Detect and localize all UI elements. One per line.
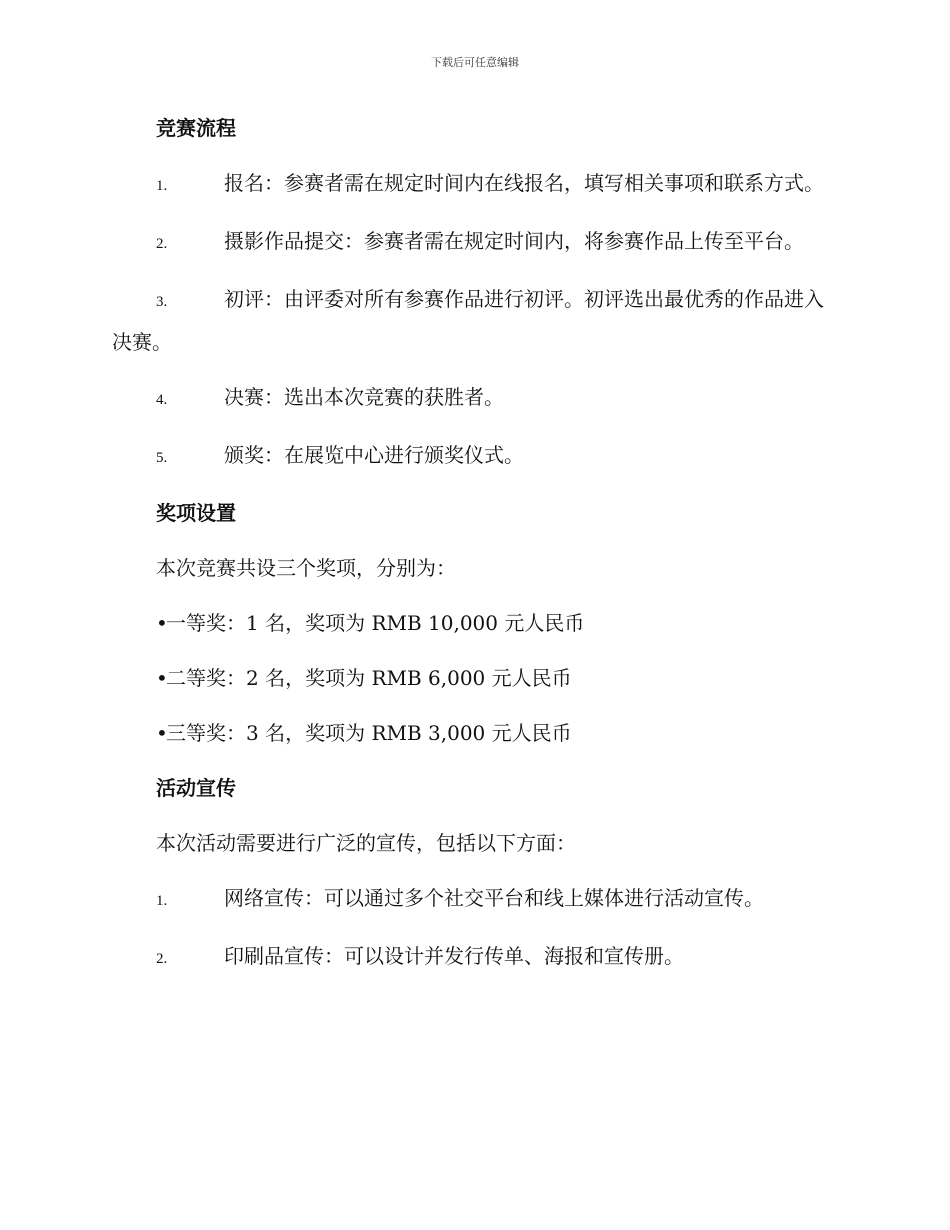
bullet-item	[156, 713, 842, 753]
bullet-text: 二等奖：2 名，奖项为 RMB 6,000 元人民币	[166, 666, 572, 690]
list-item	[112, 377, 842, 420]
section-heading-process: 竞赛流程	[156, 116, 236, 140]
list-item-text: 摄影作品提交：参赛者需在规定时间内，将参赛作品上传至平台。	[224, 229, 804, 253]
list-item	[112, 435, 842, 478]
list-item-text: 网络宣传：可以通过多个社交平台和线上媒体进行活动宣传。	[224, 886, 764, 910]
promotion-intro: 本次活动需要进行广泛的宣传，包括以下方面：	[156, 831, 576, 855]
list-item	[112, 936, 842, 979]
list-item	[112, 221, 842, 264]
list-item-text: 初评：由评委对所有参赛作品进行初评。初评选出最优秀的作品进入决赛。	[112, 287, 824, 354]
list-number: 4.	[156, 392, 168, 408]
list-number: 3.	[156, 294, 168, 310]
bullet-item	[156, 658, 842, 698]
list-number: 2.	[156, 951, 168, 967]
bullet-item	[156, 603, 842, 643]
list-item	[112, 878, 842, 921]
list-item-text: 报名：参赛者需在规定时间内在线报名，填写相关事项和联系方式。	[224, 171, 824, 195]
page-header-note: 下载后可任意编辑	[431, 56, 519, 69]
list-number: 5.	[156, 450, 168, 466]
list-number: 2.	[156, 236, 168, 252]
awards-intro: 本次竞赛共设三个奖项，分别为：	[156, 556, 456, 580]
list-item-text: 颁奖：在展览中心进行颁奖仪式。	[224, 443, 524, 467]
bullet-text: 一等奖：1 名，奖项为 RMB 10,000 元人民币	[166, 611, 585, 635]
bullet-text: 三等奖：3 名，奖项为 RMB 3,000 元人民币	[166, 721, 572, 745]
list-item	[112, 163, 842, 206]
section-heading-awards: 奖项设置	[156, 501, 236, 525]
section-heading-promotion: 活动宣传	[156, 776, 236, 800]
document-body	[112, 108, 842, 994]
bullet-marker: •	[156, 611, 168, 635]
list-item-text: 印刷品宣传：可以设计并发行传单、海报和宣传册。	[224, 944, 684, 968]
list-item-text: 决赛：选出本次竞赛的获胜者。	[224, 385, 504, 409]
list-number: 1.	[156, 893, 168, 909]
bullet-marker: •	[156, 721, 168, 745]
bullet-marker: •	[156, 666, 168, 690]
list-item	[112, 279, 842, 362]
list-number: 1.	[156, 178, 168, 194]
